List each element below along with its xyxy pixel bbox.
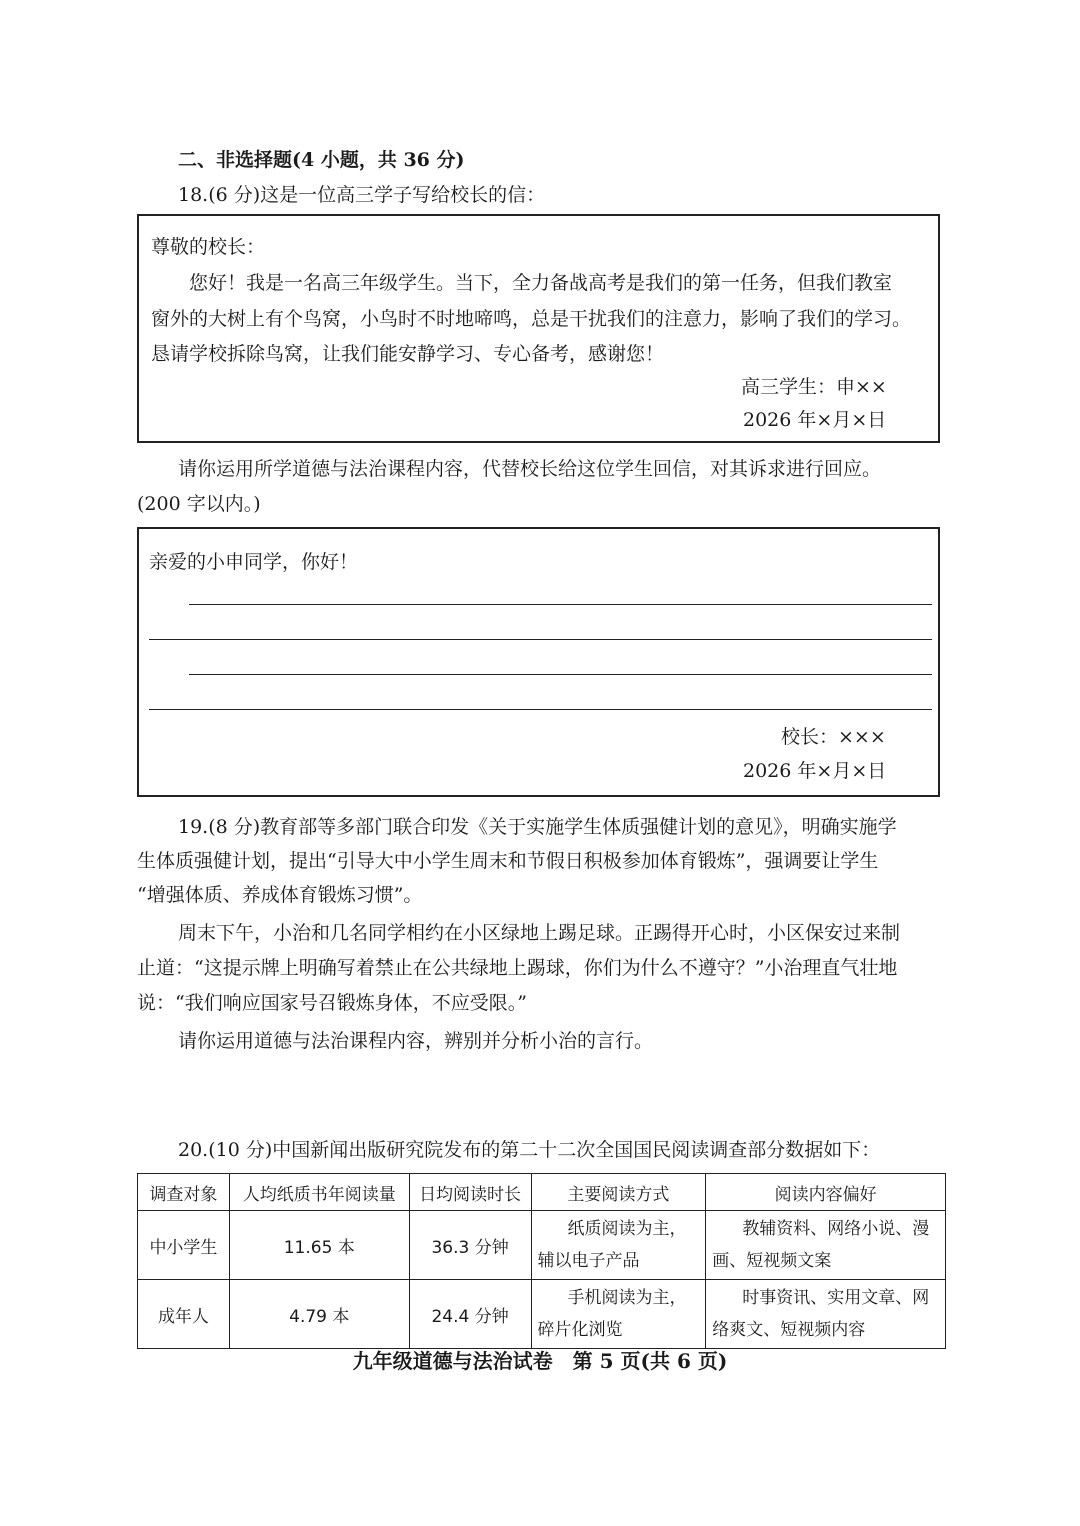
q19-line: 生体质强健计划，提出“引导大中小学生周末和节假日积极参加体育锻炼”，强调要让学生 — [137, 850, 879, 872]
q19-line: 19.(8 分)教育部等多部门联合印发《关于实施学生体质强健计划的意见》，明确实施学 — [178, 816, 897, 838]
q19-line: 止道：“这提示牌上明确写着禁止在公共绿地上踢球，你们为什么不遵守？”小治理直气壮地 — [137, 957, 898, 979]
q18-intro: 18.(6 分)这是一位高三学子写给校长的信： — [178, 184, 546, 206]
student-letter-box — [137, 214, 940, 443]
cell-preference — [706, 1211, 946, 1280]
section-heading: 二、非选择题(4 小题，共 36 分) — [178, 149, 465, 171]
page-footer: 九年级道德与法治试卷 第 5 页(共 6 页) — [352, 1349, 728, 1373]
cell-preference-line: 画、短视频文案 — [712, 1251, 832, 1271]
table-header: 主要阅读方式 — [531, 1174, 706, 1211]
table-header: 调查对象 — [138, 1174, 230, 1211]
cell-mode-line: 手机阅读为主， — [567, 1288, 687, 1308]
cell-preference-line: 络爽文、短视频内容 — [712, 1320, 866, 1340]
reading-survey-table — [137, 1173, 946, 1349]
answer-line — [189, 604, 932, 605]
cell-mode-line: 辅以电子产品 — [537, 1251, 640, 1271]
cell-books: 11.65 本 — [229, 1211, 409, 1280]
q19-task: 请你运用道德与法治课程内容，辨别并分析小治的言行。 — [178, 1030, 654, 1052]
cell-group: 成年人 — [138, 1280, 230, 1349]
reply-signature: 校长：××× — [781, 726, 886, 748]
letter-body-line: 您好！我是一名高三年级学生。当下，全力备战高考是我们的第一任务，但我们教室 — [189, 272, 893, 294]
cell-preference-line: 教辅资料、网络小说、漫 — [742, 1219, 930, 1239]
letter-body-line: 恳请学校拆除鸟窝，让我们能安静学习、专心备考，感谢您！ — [151, 343, 665, 365]
q19-line: 说：“我们响应国家号召锻炼身体，不应受限。” — [137, 992, 527, 1014]
cell-time: 36.3 分钟 — [409, 1211, 531, 1280]
reply-salutation: 亲爱的小申同学，你好！ — [149, 551, 359, 573]
table-row — [138, 1280, 946, 1349]
letter-salutation: 尊敬的校长： — [151, 236, 266, 258]
cell-mode-line: 纸质阅读为主， — [567, 1219, 687, 1239]
table-header-row — [138, 1174, 946, 1211]
cell-mode — [531, 1280, 706, 1349]
table-header: 阅读内容偏好 — [706, 1174, 946, 1211]
answer-line — [149, 709, 932, 710]
q19-line: “增强体质、养成体育锻炼习惯”。 — [137, 884, 423, 906]
cell-preference — [706, 1280, 946, 1349]
q20-intro: 20.(10 分)中国新闻出版研究院发布的第二十二次全国国民阅读调查部分数据如下： — [178, 1139, 881, 1161]
letter-date: 2026 年×月×日 — [743, 409, 887, 431]
cell-mode — [531, 1211, 706, 1280]
q19-line: 周末下午，小治和几名同学相约在小区绿地上踢足球。正踢得开心时，小区保安过来制 — [178, 922, 901, 944]
reply-date: 2026 年×月×日 — [743, 760, 887, 782]
reply-letter-box — [137, 527, 940, 797]
letter-signature: 高三学生：申×× — [741, 376, 887, 398]
answer-line — [149, 639, 932, 640]
cell-time: 24.4 分钟 — [409, 1280, 531, 1349]
cell-books: 4.79 本 — [229, 1280, 409, 1349]
answer-line — [189, 674, 932, 675]
letter-body-line: 窗外的大树上有个鸟窝，小鸟时不时地啼鸣，总是干扰我们的注意力，影响了我们的学习。 — [151, 308, 912, 330]
cell-mode-line: 碎片化浏览 — [537, 1320, 623, 1340]
q18-task-line: (200 字以内。) — [137, 493, 261, 515]
q18-task-line: 请你运用所学道德与法治课程内容，代替校长给这位学生回信，对其诉求进行回应。 — [178, 458, 882, 480]
table-header: 人均纸质书年阅读量 — [229, 1174, 409, 1211]
cell-preference-line: 时事资讯、实用文章、网 — [742, 1288, 930, 1308]
table-header: 日均阅读时长 — [409, 1174, 531, 1211]
table-row — [138, 1211, 946, 1280]
cell-group: 中小学生 — [138, 1211, 230, 1280]
